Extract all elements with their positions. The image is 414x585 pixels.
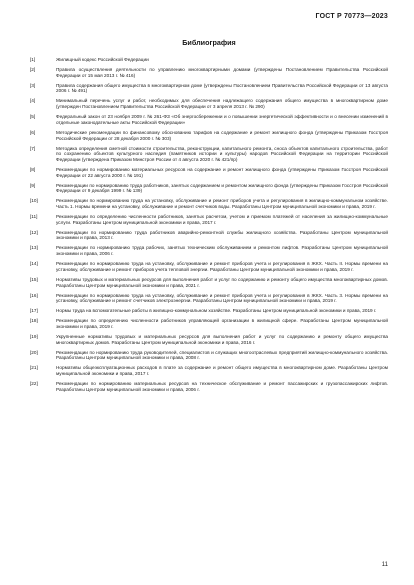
- entry-text: Рекомендации по нормированию труда рабочих, занятых техническим обслуживанием и ремонтом лифтов. Разработаны Центром муниципальной экономики и права, 2006 г.: [56, 245, 388, 257]
- entry-number: [2]: [30, 67, 36, 72]
- page-number: 11: [381, 562, 388, 568]
- bibliography-entry: [30, 98, 388, 109]
- bibliography-entry: [30, 293, 388, 304]
- bibliography-entry: [30, 83, 388, 94]
- entry-text: Методика определения сметной стоимости строительства, реконструкции, капитального ремонта, сноса объектов капитального строительства, работ по сохранению объектов культурного наследия (памятников истории и культуры) народов Российской Федерации на территории Российской Федерации (утверждена Приказом Минстроя России от 4 августа 2020 г. № 421/пр): [56, 145, 388, 162]
- entry-text: Нормативы общеэксплуатационных расходов в плате за содержание и ремонт общего имущества в многоквартирном доме. Разработаны Центром муниципальной экономики и права, 2017 г.: [56, 365, 388, 377]
- entry-number: [9]: [30, 182, 36, 188]
- entry-text: Рекомендации по определению численности работников управляющей организации в жилищной сфере. Разработаны Центром муниципальной экономики и права, 2019 г.: [56, 318, 388, 329]
- entry-number: [12]: [30, 229, 38, 235]
- entry-text: Укрупненные нормативы трудовых и материальных ресурсов для выполнения работ и услуг по содержанию и ремонту общего имущества многоквартирных домов. Разработаны Центром муниципальной экономики и права, 2016 г.: [56, 333, 388, 345]
- bibliography-entry: [30, 334, 388, 345]
- bibliography-entry: [30, 230, 388, 241]
- bibliography-entry: [30, 114, 388, 125]
- bibliography-entry: [30, 146, 388, 163]
- entry-text: Рекомендации по нормированию материальных ресурсов на техническое обслуживание и ремонт пассажирских и грузопассажирских лифтов. Разработаны Центром муниципальной экономики и права, 2006 г.: [56, 381, 388, 392]
- entry-text: Жилищный кодекс Российской Федерации: [56, 57, 149, 62]
- bibliography-entry: [30, 214, 388, 225]
- entry-number: [7]: [30, 145, 36, 151]
- bibliography-entry: [30, 318, 388, 329]
- entry-number: [18]: [30, 318, 38, 324]
- bibliography-entry: [30, 67, 388, 78]
- bibliography-entry: [30, 350, 388, 361]
- entry-text: Рекомендации по нормированию труда работников, занятых содержанием и ремонтом жилищного фонда (утверждены Приказом Госстроя Российской Федерации от 9 декабря 1999 г. № 139): [56, 182, 388, 194]
- entry-text: Правила содержания общего имущества в многоквартирном доме (утверждены Постановлением Правительства Российской Федерации от 13 августа 2006 г. № 491): [56, 82, 388, 94]
- entry-text: Нормы труда на вспомогательные работы в жилищно-коммунальном хозяйстве. Разработаны Центром муниципальной экономики и права, 2019 г.: [56, 308, 377, 314]
- bibliography-entry: [30, 245, 388, 256]
- entry-number: [20]: [30, 349, 38, 355]
- entry-number: [6]: [30, 129, 36, 135]
- bibliography-entry: [30, 57, 388, 63]
- entry-text: Федеральный закон от 23 ноября 2009 г. № 261-ФЗ «Об энергосбережении и о повышении энергетической эффективности и о внесении изменений в отдельные законодательные акты Российской Федерации»: [56, 114, 388, 125]
- entry-number: [4]: [30, 98, 36, 104]
- entry-number: [5]: [30, 114, 36, 120]
- entry-number: [8]: [30, 166, 36, 172]
- bibliography-entry: [30, 365, 388, 376]
- entry-text: Рекомендации по нормированию труда на установку, обслуживание и ремонт приборов учета и регулирования в ЖКХ. Часть II. Нормы времени на установку, обслуживание и ремонт приборов учета тепловой энергии. Разработаны Центром муниципальной экономики и права, 2019 г.: [56, 261, 388, 272]
- entry-text: Минимальный перечень услуг и работ, необходимых для обеспечения надлежащего содержания общего имущества в многоквартирном доме (утвержден Постановлением Правительства Российской Федерации от 3 апреля 2013 г. № 290): [56, 98, 388, 110]
- entry-number: [14]: [30, 261, 38, 267]
- section-title: Библиография: [182, 38, 236, 47]
- bibliography-entry: [30, 381, 388, 392]
- entry-number: [15]: [30, 276, 38, 282]
- bibliography-entry: [30, 198, 388, 209]
- bibliography-entry: [30, 183, 388, 194]
- entry-number: [13]: [30, 245, 38, 251]
- bibliography-entry: [30, 130, 388, 141]
- entry-number: [3]: [30, 82, 36, 88]
- entry-text: Рекомендации по нормированию труда руководителей, специалистов и служащих многоотраслевых предприятий жилищно-коммунального хозяйства. Разработаны Центром муниципальной экономики и права, 2008 г.: [56, 349, 388, 361]
- entry-number: [11]: [30, 214, 38, 220]
- bibliography-entry: [30, 308, 388, 314]
- bibliography-entry: [30, 167, 388, 178]
- bibliography-entry: [30, 261, 388, 272]
- entry-text: Нормативы трудовых и материальных ресурсов для выполнения работ и услуг по содержанию и ремонту общего имущества многоквартирных домов. Разработаны Центром муниципальной экономики и права, 2021 г.: [56, 276, 388, 288]
- entry-text: Рекомендации по нормированию труда на установку, обслуживание и ремонт приборов учета и регулирования в ЖКХ. Часть 3. Нормы времени на установку, обслуживание и ремонт счетчиков электроэнергии. Разработаны Центром муниципальной экономики и права, 2019 г.: [56, 292, 388, 304]
- bibliography-entry: [30, 277, 388, 288]
- entry-text: Рекомендации по определению численности работников, занятых расчетом, учетом и приемом платежей от населения за жилищно-коммунальные услуги. Разработаны Центром муниципальной экономики и права, 2017 г.: [56, 214, 388, 225]
- standard-code-header: ГОСТ Р 70773—2023: [315, 13, 388, 20]
- entry-number: [19]: [30, 333, 38, 339]
- entry-number: [17]: [30, 308, 38, 314]
- bibliography-list: [30, 57, 388, 392]
- entry-number: [22]: [30, 381, 38, 387]
- entry-text: Рекомендации по нормированию труда на установку, обслуживание и ремонт приборов учета и регулирования в жилищно-коммунальном хозяйстве. Часть 1. Нормы времени на установку, обслуживание и ремонт счетчиков воды. Разработаны Центром муниципальной экономики и права, 2019 г.: [56, 198, 388, 210]
- entry-text: Рекомендации по нормированию труда работников аварийно-ремонтной службы жилищного хозяйства. Разработаны Центром муниципальной экономики и права, 2013 г.: [56, 229, 388, 241]
- entry-number: [10]: [30, 198, 38, 204]
- entry-number: [1]: [30, 57, 36, 62]
- entry-number: [21]: [30, 365, 38, 371]
- entry-text: Правила осуществления деятельности по управлению многоквартирными домами (утверждены Постановлением Правительства Российской Федерации от 15 мая 2013 г. № 416): [56, 67, 388, 78]
- entry-text: Методические рекомендации по финансовому обоснованию тарифов на содержание и ремонт жилищного фонда (утверждены Приказом Госстроя Российской Федерации от 28 декабря 2000 г. № 303): [56, 129, 388, 141]
- entry-number: [16]: [30, 292, 38, 298]
- entry-text: Рекомендации по нормированию материальных ресурсов на содержание и ремонт жилищного фонда (утверждены Приказом Госстроя Российской Федерации от 22 августа 2000 г. № 191): [56, 166, 388, 178]
